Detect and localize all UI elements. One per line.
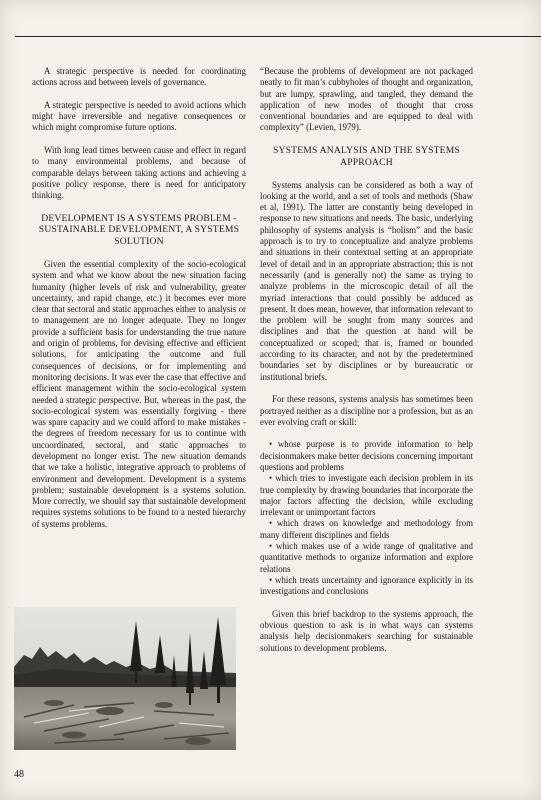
bullet-item: • which makes use of a wide range of qualitative and quantitative methods to organize information and explore relations [260,541,473,574]
bullet-item: • whose purpose is to provide information to help decisionmakers make better decisions concerning important questions and problems [260,439,473,472]
right-paragraph-1: Systems analysis can be considered as both a way of looking at the world, and a set of tools and methods (Shaw et al, 1991). The latter are constantly being developed in response to new situations and needs. The basic, underlying philosophy of systems analysis is “holism” and the basic approach is to try to conceptualize and analyze problems and situations in their contextual setting at an appropriate level of detail and in an appropriate abstraction; this is not necessarily (and is generally not) the same as trying to analyze problems in the microscopic detail of all the myriad interactions that could possibly be adduced as present. It does mean, however, that information relevant to the problem will be sought from many sources and disciplines and that the question at hand will be conceptualized or scoped; that is, framed or bounded according to its character, and not by the predetermined boundaries set by disciplines or by bureaucratic or institutional briefs. [260,179,473,382]
top-rule [15,36,541,37]
left-paragraph-4: Given the essential complexity of the socio-ecological system and what we know about the new situation facing humanity (higher levels of risk and vulnerability, greater uncertainty, and rapid change, etc.) it becomes ever more clear that sectoral and static approaches either to analysis or to management are no longer adequate. They no longer provide a sufficient basis for understanding the true nature and origin of problems, for devising effective and efficient solutions, for anticipating the outcome and full consequences of decisions, or for implementing and monitoring decisions. It was ever the case that effective and efficient management within the socio-ecological system needed a strategic perspective. But, whereas in the past, the socio-ecological system was essentially forgiving - there was spare capacity and we could afford to make mistakes - the degrees of freedom necessary for us to continue with uncoordinated, sectoral, and static approaches to development no longer exist. The new situation demands that we take a holistic, integrative approach to problems of environment and development. Development is a systems problem; sustainable development is a systems solution. More correctly, we should say that sustainable development requires systems solutions to be found to a nested hierarchy of systems problems. [32,258,246,529]
left-paragraph-1: A strategic perspective is needed for coordinating actions across and between levels of governance. [32,66,246,88]
bullet-item: • which treats uncertainty and ignorance explicitly in its investigations and conclusions [260,574,473,597]
left-paragraph-2: A strategic perspective is needed to avoid actions which might have irreversible and negative consequences or which might compromise future options. [32,99,246,133]
right-column [260,66,473,665]
left-column [32,66,246,541]
left-paragraph-3: With long lead times between cause and effect in regard to many environmental problems, and because of comparable delays between taking actions and achieving a positive policy response, there is need for anticipatory thinking. [32,145,246,201]
craft-bullet-list [260,439,473,597]
section-heading-systems-analysis: SYSTEMS ANALYSIS AND THE SYSTEMS APPROACH [272,145,461,168]
right-paragraph-3: Given this brief backdrop to the systems approach, the obvious question to ask is in what ways can systems analysis help decisionmakers searching for sustainable solutions to development problems. [260,608,473,653]
levien-quote: “Because the problems of development are not packaged neatly to fit man’s cubbyholes of thought and organization, but are lumpy, sprawling, and tangled, they demand the application of new modes of thought that cross conventional boundaries and are equipped to deal with complexity” (Levien, 1979). [260,66,473,133]
clearcut-forest-illustration [14,607,236,750]
right-paragraph-2: For these reasons, systems analysis has sometimes been portrayed neither as a discipline nor a profession, but as an ever evolving craft or skill: [260,394,473,427]
bullet-item: • which draws on knowledge and methodology from many different disciplines and fields [260,518,473,540]
clearcut-forest-photo [14,607,236,750]
section-heading-development: DEVELOPMENT IS A SYSTEMS PROBLEM - SUSTAINABLE DEVELOPMENT, A SYSTEMS SOLUTION [38,212,240,248]
page-number: 48 [14,769,24,780]
bullet-item: • which tries to investigate each decision problem in its true complexity by drawing boundaries that incorporate the major factors affecting the decision, while excluding irrelevant or unimportant factors [260,473,473,518]
